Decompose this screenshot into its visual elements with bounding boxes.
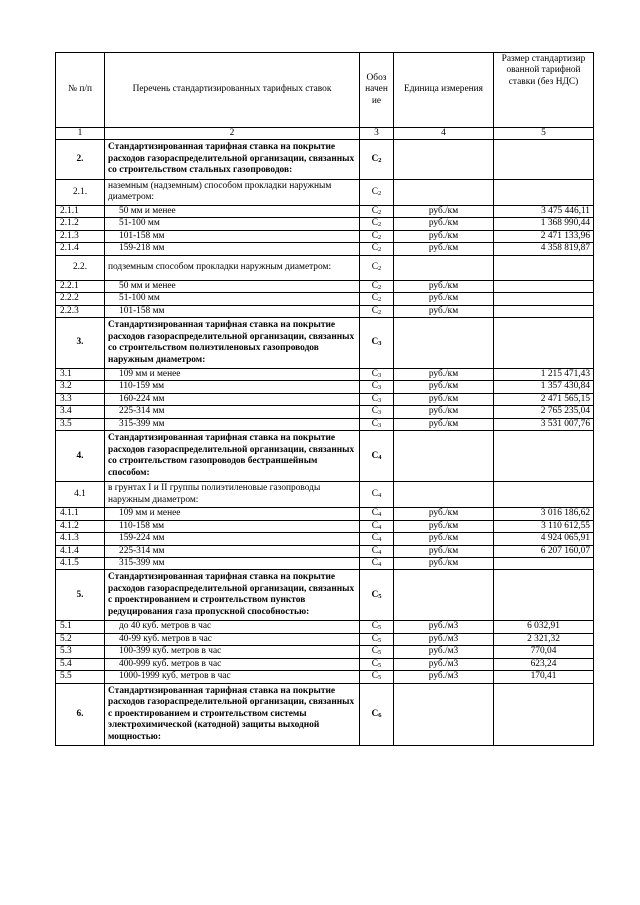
designation-index: 2: [378, 221, 382, 229]
row-description: 160-224 мм: [105, 393, 360, 405]
row-description: 50 мм и менее: [105, 205, 360, 217]
rate-value: 3 016 186,62: [494, 508, 594, 520]
unit-cell: руб./м3: [394, 621, 494, 633]
designation-index: 2: [378, 264, 382, 272]
designation-index: 5: [378, 592, 382, 600]
rate-designation: [360, 406, 394, 418]
row-description: Стандартизированная тарифная ставка на покрытие расходов газораспределительной организации, связанных с проектированием и строительством системы электрохимической (катодной) защиты выходной мощностью:: [105, 683, 360, 745]
designation-letter: C: [371, 533, 378, 544]
unit-cell: [394, 140, 494, 179]
rate-designation: [360, 658, 394, 670]
table-row: [56, 305, 594, 317]
rate-designation: [360, 418, 394, 430]
row-description: 400-999 куб. метров в час: [105, 658, 360, 670]
rate-designation: [360, 393, 394, 405]
unit-cell: руб./км: [394, 418, 494, 430]
table-row: [56, 368, 594, 380]
rate-value: 1 368 990,44: [494, 218, 594, 230]
tariff-table: [55, 52, 594, 746]
unit-cell: [394, 570, 494, 621]
unit-cell: руб./км: [394, 293, 494, 305]
rate-value: 2 321,32: [494, 633, 594, 645]
designation-letter: C: [371, 545, 378, 556]
row-number: 4.1.5: [56, 558, 105, 570]
table-row: [56, 558, 594, 570]
rate-designation: [360, 683, 394, 745]
row-description: 225-314 мм: [105, 545, 360, 557]
unit-cell: [394, 482, 494, 508]
rate-value: 6 032,91: [494, 621, 594, 633]
unit-cell: [394, 179, 494, 205]
header-row: [56, 53, 594, 128]
designation-letter: C: [371, 621, 378, 632]
unit-cell: руб./км: [394, 205, 494, 217]
rate-designation: [360, 140, 394, 179]
rate-designation: [360, 243, 394, 255]
row-number: 5.1: [56, 621, 105, 633]
table-row: [56, 508, 594, 520]
row-number: 4.1.4: [56, 545, 105, 557]
table-row: [56, 205, 594, 217]
row-number: 2.1.: [56, 179, 105, 205]
table-row: [56, 646, 594, 658]
rate-designation: [360, 205, 394, 217]
column-number: 3: [360, 128, 394, 140]
row-description: подземным способом прокладки наружным диаметром:: [105, 255, 360, 280]
rate-value: [494, 431, 594, 482]
rate-designation: [360, 431, 394, 482]
designation-index: 4: [378, 511, 382, 519]
designation-index: 4: [378, 561, 382, 568]
rate-value: 623,24: [494, 658, 594, 670]
designation-index: 2: [378, 189, 382, 197]
section-row: [56, 683, 594, 745]
rate-designation: [360, 255, 394, 280]
row-description: 51-100 мм: [105, 293, 360, 305]
unit-cell: руб./км: [394, 558, 494, 570]
table-row: [56, 218, 594, 230]
header-unit: Единица измерения: [394, 53, 494, 128]
row-number: 3.1: [56, 368, 105, 380]
rate-value: 3 531 007,76: [494, 418, 594, 430]
unit-cell: руб./км: [394, 508, 494, 520]
rate-value: [494, 140, 594, 179]
designation-letter: C: [371, 280, 378, 291]
table-row: [56, 533, 594, 545]
designation-letter: C: [371, 450, 379, 461]
row-number: 2.1.3: [56, 230, 105, 242]
row-number: 2.1.1: [56, 205, 105, 217]
unit-cell: руб./км: [394, 520, 494, 532]
row-description: 101-158 мм: [105, 230, 360, 242]
unit-cell: руб./км: [394, 533, 494, 545]
row-description: 50 мм и менее: [105, 280, 360, 292]
row-description: 109 мм и менее: [105, 508, 360, 520]
unit-cell: руб./км: [394, 381, 494, 393]
rate-designation: [360, 368, 394, 380]
row-number: 5.2: [56, 633, 105, 645]
designation-index: 2: [378, 308, 382, 316]
row-number: 4.1: [56, 482, 105, 508]
designation-letter: C: [371, 671, 378, 682]
header-designation: Обоз начен ие: [360, 53, 394, 128]
row-number: 2.1.2: [56, 218, 105, 230]
row-number: 2.2.2: [56, 293, 105, 305]
table-row: [56, 520, 594, 532]
column-number: 4: [394, 128, 494, 140]
designation-letter: C: [371, 393, 378, 404]
unit-cell: [394, 431, 494, 482]
rate-value: [494, 293, 594, 305]
rate-designation: [360, 633, 394, 645]
designation-index: 6: [378, 711, 382, 719]
designation-index: 4: [378, 523, 382, 531]
designation-letter: C: [371, 406, 378, 417]
row-description: Стандартизированная тарифная ставка на покрытие расходов газораспределительной организации, связанных со строительством стальных газопроводов:: [105, 140, 360, 179]
rate-value: [494, 482, 594, 508]
designation-index: 5: [378, 649, 382, 657]
rate-value: 4 358 819,87: [494, 243, 594, 255]
unit-cell: руб./км: [394, 218, 494, 230]
row-description: 225-314 мм: [105, 406, 360, 418]
row-description: 315-399 мм: [105, 418, 360, 430]
rate-designation: [360, 293, 394, 305]
unit-cell: руб./м3: [394, 646, 494, 658]
tariff-table-body: [56, 53, 594, 746]
table-row: [56, 280, 594, 292]
row-description: до 40 куб. метров в час: [105, 621, 360, 633]
rate-designation: [360, 179, 394, 205]
designation-letter: C: [371, 186, 378, 197]
designation-index: 5: [378, 674, 382, 682]
designation-index: 3: [378, 421, 382, 429]
row-number: 5.5: [56, 671, 105, 683]
row-description: 315-399 мм: [105, 558, 360, 570]
designation-index: 2: [378, 233, 382, 241]
designation-letter: C: [371, 589, 379, 600]
rate-designation: [360, 230, 394, 242]
header-rate-size: Размер стандартизир ованной тарифной ставки (без НДС): [494, 53, 594, 128]
designation-letter: C: [371, 658, 378, 669]
row-description: 100-399 куб. метров в час: [105, 646, 360, 658]
unit-cell: руб./км: [394, 406, 494, 418]
row-description: 110-159 мм: [105, 381, 360, 393]
designation-letter: C: [371, 488, 378, 499]
rate-value: [494, 255, 594, 280]
rate-designation: [360, 570, 394, 621]
row-number: 3.2: [56, 381, 105, 393]
rate-designation: [360, 218, 394, 230]
table-row: [56, 230, 594, 242]
unit-cell: руб./км: [394, 280, 494, 292]
table-row: [56, 393, 594, 405]
rate-designation: [360, 545, 394, 557]
row-number: 2.2.3: [56, 305, 105, 317]
table-row: [56, 406, 594, 418]
section-row: [56, 570, 594, 621]
designation-index: 2: [378, 208, 382, 216]
designation-letter: C: [371, 153, 379, 164]
rate-value: 2 471 565,15: [494, 393, 594, 405]
rate-designation: [360, 520, 394, 532]
row-number: 2.2.1: [56, 280, 105, 292]
rate-designation: [360, 508, 394, 520]
unit-cell: руб./км: [394, 545, 494, 557]
designation-index: 5: [378, 661, 382, 669]
unit-cell: [394, 255, 494, 280]
row-description: 109 мм и менее: [105, 368, 360, 380]
row-number: 5.4: [56, 658, 105, 670]
designation-letter: C: [371, 337, 379, 348]
table-row: [56, 671, 594, 683]
designation-letter: C: [371, 368, 378, 379]
designation-index: 4: [378, 548, 382, 556]
designation-letter: C: [371, 205, 378, 216]
row-number: 4.1.1: [56, 508, 105, 520]
row-description: 110-158 мм: [105, 520, 360, 532]
designation-letter: C: [371, 230, 378, 241]
row-description: 101-158 мм: [105, 305, 360, 317]
rate-value: [494, 558, 594, 570]
rate-value: [494, 179, 594, 205]
section-row: [56, 318, 594, 369]
unit-cell: руб./м3: [394, 671, 494, 683]
designation-letter: C: [371, 646, 378, 657]
section-row: [56, 431, 594, 482]
table-row: [56, 633, 594, 645]
designation-index: 3: [378, 396, 382, 404]
designation-letter: C: [371, 708, 379, 719]
row-number: 3.5: [56, 418, 105, 430]
table-row: [56, 418, 594, 430]
column-number: 5: [494, 128, 594, 140]
designation-index: 3: [378, 371, 382, 379]
rate-value: 4 924 065,91: [494, 533, 594, 545]
designation-index: 4: [378, 491, 382, 499]
group-row: [56, 179, 594, 205]
designation-letter: C: [371, 418, 378, 429]
table-row: [56, 621, 594, 633]
row-number: 2.2.: [56, 255, 105, 280]
row-description: 40-99 куб. метров в час: [105, 633, 360, 645]
designation-letter: C: [371, 381, 378, 392]
rate-value: [494, 570, 594, 621]
row-description: наземным (надземным) способом прокладки наружным диаметром:: [105, 179, 360, 205]
designation-letter: C: [371, 261, 378, 272]
table-row: [56, 545, 594, 557]
designation-letter: C: [371, 520, 378, 531]
rate-value: [494, 280, 594, 292]
group-row: [56, 255, 594, 280]
section-row: [56, 140, 594, 179]
unit-cell: руб./м3: [394, 633, 494, 645]
unit-cell: руб./км: [394, 230, 494, 242]
column-number: 1: [56, 128, 105, 140]
table-row: [56, 381, 594, 393]
designation-index: 2: [378, 246, 382, 254]
unit-cell: руб./км: [394, 243, 494, 255]
rate-value: 2 471 133,96: [494, 230, 594, 242]
row-description: 51-100 мм: [105, 218, 360, 230]
row-number: 5.: [56, 570, 105, 621]
table-row: [56, 293, 594, 305]
row-description: 159-218 мм: [105, 243, 360, 255]
unit-cell: [394, 683, 494, 745]
designation-letter: C: [371, 558, 378, 568]
designation-index: 3: [378, 384, 382, 392]
designation-index: 2: [378, 156, 382, 164]
rate-designation: [360, 305, 394, 317]
row-number: 4.1.2: [56, 520, 105, 532]
rate-designation: [360, 646, 394, 658]
rate-value: 2 765 235,04: [494, 406, 594, 418]
designation-letter: C: [371, 293, 378, 304]
header-number: № п/п: [56, 53, 105, 128]
designation-letter: C: [371, 218, 378, 229]
row-number: 3.: [56, 318, 105, 369]
rate-value: 1 215 471,43: [494, 368, 594, 380]
designation-letter: C: [371, 508, 378, 519]
unit-cell: руб./м3: [394, 658, 494, 670]
row-number: 3.4: [56, 406, 105, 418]
rate-value: [494, 683, 594, 745]
row-number: 6.: [56, 683, 105, 745]
row-description: Стандартизированная тарифная ставка на покрытие расходов газораспределительной организации, связанных со строительством полиэтиленовых газопроводов наружным диаметром:: [105, 318, 360, 369]
rate-designation: [360, 318, 394, 369]
unit-cell: руб./км: [394, 368, 494, 380]
row-description: 1000-1999 куб. метров в час: [105, 671, 360, 683]
designation-index: 5: [378, 636, 382, 644]
designation-index: 4: [378, 453, 382, 461]
header-list: Перечень стандартизированных тарифных ставок: [105, 53, 360, 128]
designation-letter: C: [371, 305, 378, 316]
row-number: 2.: [56, 140, 105, 179]
rate-designation: [360, 482, 394, 508]
unit-cell: руб./км: [394, 305, 494, 317]
column-number: 2: [105, 128, 360, 140]
unit-cell: [394, 318, 494, 369]
rate-value: 3 475 446,11: [494, 205, 594, 217]
table-row: [56, 658, 594, 670]
row-number: 2.1.4: [56, 243, 105, 255]
rate-value: [494, 305, 594, 317]
row-description: Стандартизированная тарифная ставка на покрытие расходов газораспределительной организации, связанных со строительством газопроводов бестраншейным способом:: [105, 431, 360, 482]
rate-value: 1 357 430,84: [494, 381, 594, 393]
designation-index: 4: [378, 536, 382, 544]
row-number: 4.: [56, 431, 105, 482]
rate-value: 6 207 160,07: [494, 545, 594, 557]
designation-letter: C: [371, 243, 378, 254]
unit-cell: руб./км: [394, 393, 494, 405]
designation-index: 3: [378, 340, 382, 348]
table-row: [56, 243, 594, 255]
designation-index: 3: [378, 409, 382, 417]
rate-value: [494, 318, 594, 369]
group-row: [56, 482, 594, 508]
rate-designation: [360, 280, 394, 292]
rate-designation: [360, 621, 394, 633]
rate-designation: [360, 381, 394, 393]
row-description: Стандартизированная тарифная ставка на покрытие расходов газораспределительной организации, связанных с проектированием и строительством пунктов редуцирования газа пропускной способностью:: [105, 570, 360, 621]
column-number-row: [56, 128, 594, 140]
row-number: 4.1.3: [56, 533, 105, 545]
row-number: 5.3: [56, 646, 105, 658]
row-description: 159-224 мм: [105, 533, 360, 545]
rate-value: 170,41: [494, 671, 594, 683]
rate-value: 3 110 612,55: [494, 520, 594, 532]
row-description: в грунтах I и II группы полиэтиленовые газопроводы наружным диаметром:: [105, 482, 360, 508]
designation-letter: C: [371, 633, 378, 644]
rate-value: 770,04: [494, 646, 594, 658]
designation-index: 2: [378, 296, 382, 304]
row-number: 3.3: [56, 393, 105, 405]
rate-designation: [360, 671, 394, 683]
designation-index: 5: [378, 624, 382, 632]
rate-designation: [360, 533, 394, 545]
designation-index: 2: [378, 283, 382, 291]
rate-designation: [360, 558, 394, 570]
